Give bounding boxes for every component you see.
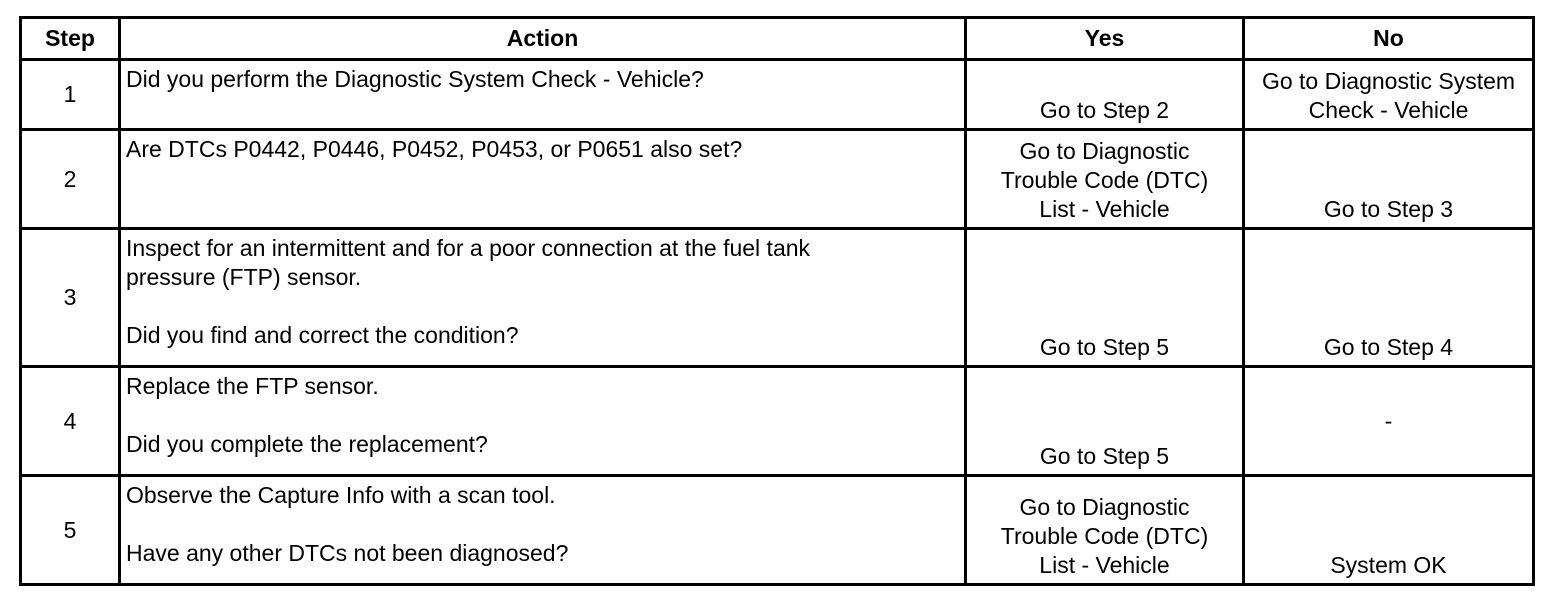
- no-text: System OK: [1330, 552, 1447, 578]
- yes-cell: [966, 367, 1244, 476]
- action-text: Did you perform the Diagnostic System Check - Vehicle?: [126, 66, 704, 92]
- yes-text: Go to Step 5: [1039, 443, 1170, 469]
- action-text: pressure (FTP) sensor.: [126, 264, 362, 290]
- header-yes: Yes: [966, 18, 1244, 60]
- table-row: [21, 476, 1534, 585]
- no-text: Go to Diagnostic System: [1261, 68, 1516, 94]
- spacer: [126, 292, 960, 321]
- yes-cell: [966, 476, 1244, 585]
- action-cell: [120, 130, 966, 229]
- action-cell: [120, 476, 966, 585]
- spacer: [126, 401, 960, 430]
- action-cell: [120, 367, 966, 476]
- no-cell: [1244, 60, 1534, 130]
- yes-text: Go to Diagnostic: [1019, 494, 1190, 520]
- no-cell: [1244, 229, 1534, 367]
- yes-cell: [966, 60, 1244, 130]
- table-row: [21, 367, 1534, 476]
- action-question: Did you complete the replacement?: [126, 431, 488, 457]
- yes-cell: [966, 229, 1244, 367]
- action-question: Did you find and correct the condition?: [126, 322, 519, 348]
- header-action: Action: [120, 18, 966, 60]
- action-text: Observe the Capture Info with a scan tool.: [126, 482, 556, 508]
- yes-text: List - Vehicle: [1039, 552, 1170, 578]
- no-text: Check - Vehicle: [1308, 97, 1469, 123]
- yes-text: Go to Step 5: [1039, 334, 1170, 360]
- no-text: Go to Step 4: [1323, 334, 1454, 360]
- header-no: No: [1244, 18, 1534, 60]
- no-text: -: [1384, 407, 1393, 434]
- yes-text: Trouble Code (DTC): [1000, 523, 1209, 549]
- step-number: 5: [21, 476, 120, 585]
- spacer: [126, 510, 960, 539]
- action-cell: [120, 60, 966, 130]
- table-row: [21, 60, 1534, 130]
- action-text: Are DTCs P0442, P0446, P0452, P0453, or P0651 also set?: [126, 136, 743, 162]
- diagnostic-table: [19, 16, 1535, 586]
- no-text: Go to Step 3: [1323, 196, 1454, 222]
- action-cell: [120, 229, 966, 367]
- header-step: Step: [21, 18, 120, 60]
- table-row: [21, 229, 1534, 367]
- no-cell: [1244, 476, 1534, 585]
- yes-text: List - Vehicle: [1039, 196, 1170, 222]
- table-row: [21, 130, 1534, 229]
- action-text: Replace the FTP sensor.: [126, 373, 379, 399]
- header-row: [21, 18, 1534, 60]
- yes-cell: [966, 130, 1244, 229]
- step-number: 3: [21, 229, 120, 367]
- step-number: 4: [21, 367, 120, 476]
- yes-text: Trouble Code (DTC): [1000, 167, 1209, 193]
- yes-text: Go to Diagnostic: [1019, 138, 1190, 164]
- yes-text: Go to Step 2: [1039, 97, 1170, 123]
- no-cell: [1244, 367, 1534, 476]
- step-number: 1: [21, 60, 120, 130]
- action-question: Have any other DTCs not been diagnosed?: [126, 540, 569, 566]
- no-cell: [1244, 130, 1534, 229]
- step-number: 2: [21, 130, 120, 229]
- action-text: Inspect for an intermittent and for a poor connection at the fuel tank: [126, 235, 811, 261]
